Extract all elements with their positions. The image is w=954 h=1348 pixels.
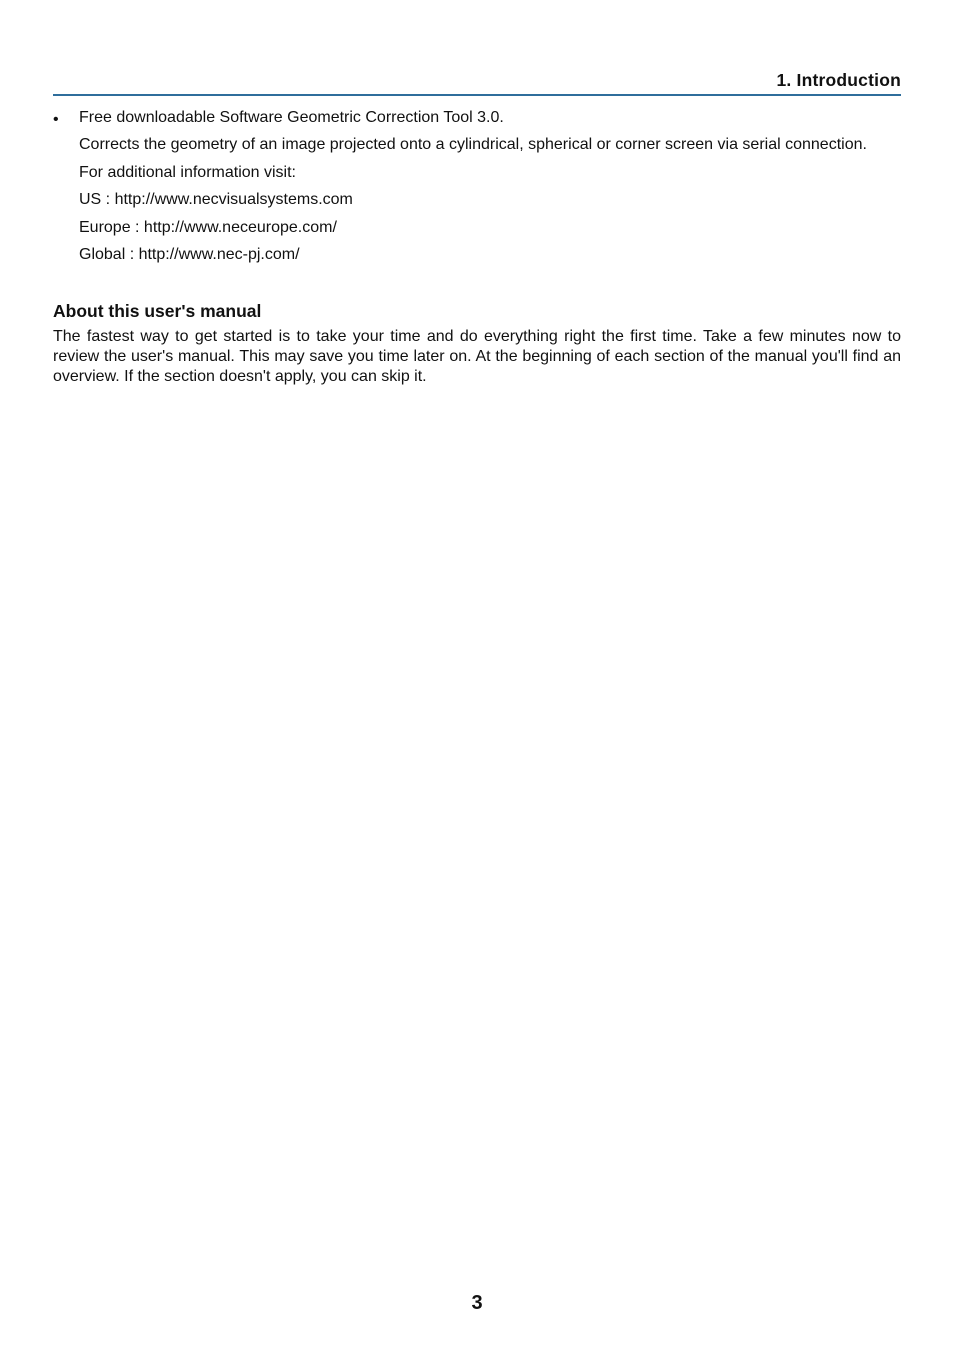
bullet-line-info: For additional information visit:: [79, 164, 296, 181]
bullet-line-us-link: US : http://www.necvisualsystems.com: [79, 191, 353, 208]
section-body: The fastest way to get started is to take your time and do everything right the first time. Take a few minutes now to review the user's manual. This may save you time later on. At the beginning of each section of the manual you'll find an overview. If the section doesn't apply, you can skip it.: [53, 328, 901, 385]
bullet-line-europe-link: Europe : http://www.neceurope.com/: [79, 219, 337, 236]
bullet-line-global-link: Global : http://www.nec-pj.com/: [79, 246, 300, 263]
bullet-dot: •: [53, 111, 59, 128]
bullet-line-description: Corrects the geometry of an image projected onto a cylindrical, spherical or corner screen via serial connection.: [79, 136, 867, 153]
bullet-line-title: Free downloadable Software Geometric Correction Tool 3.0.: [79, 109, 504, 126]
chapter-title: 1. Introduction: [776, 70, 901, 90]
section-heading: About this user's manual: [53, 301, 262, 321]
page-number: 3: [471, 1292, 483, 1314]
page-header: [53, 68, 901, 96]
